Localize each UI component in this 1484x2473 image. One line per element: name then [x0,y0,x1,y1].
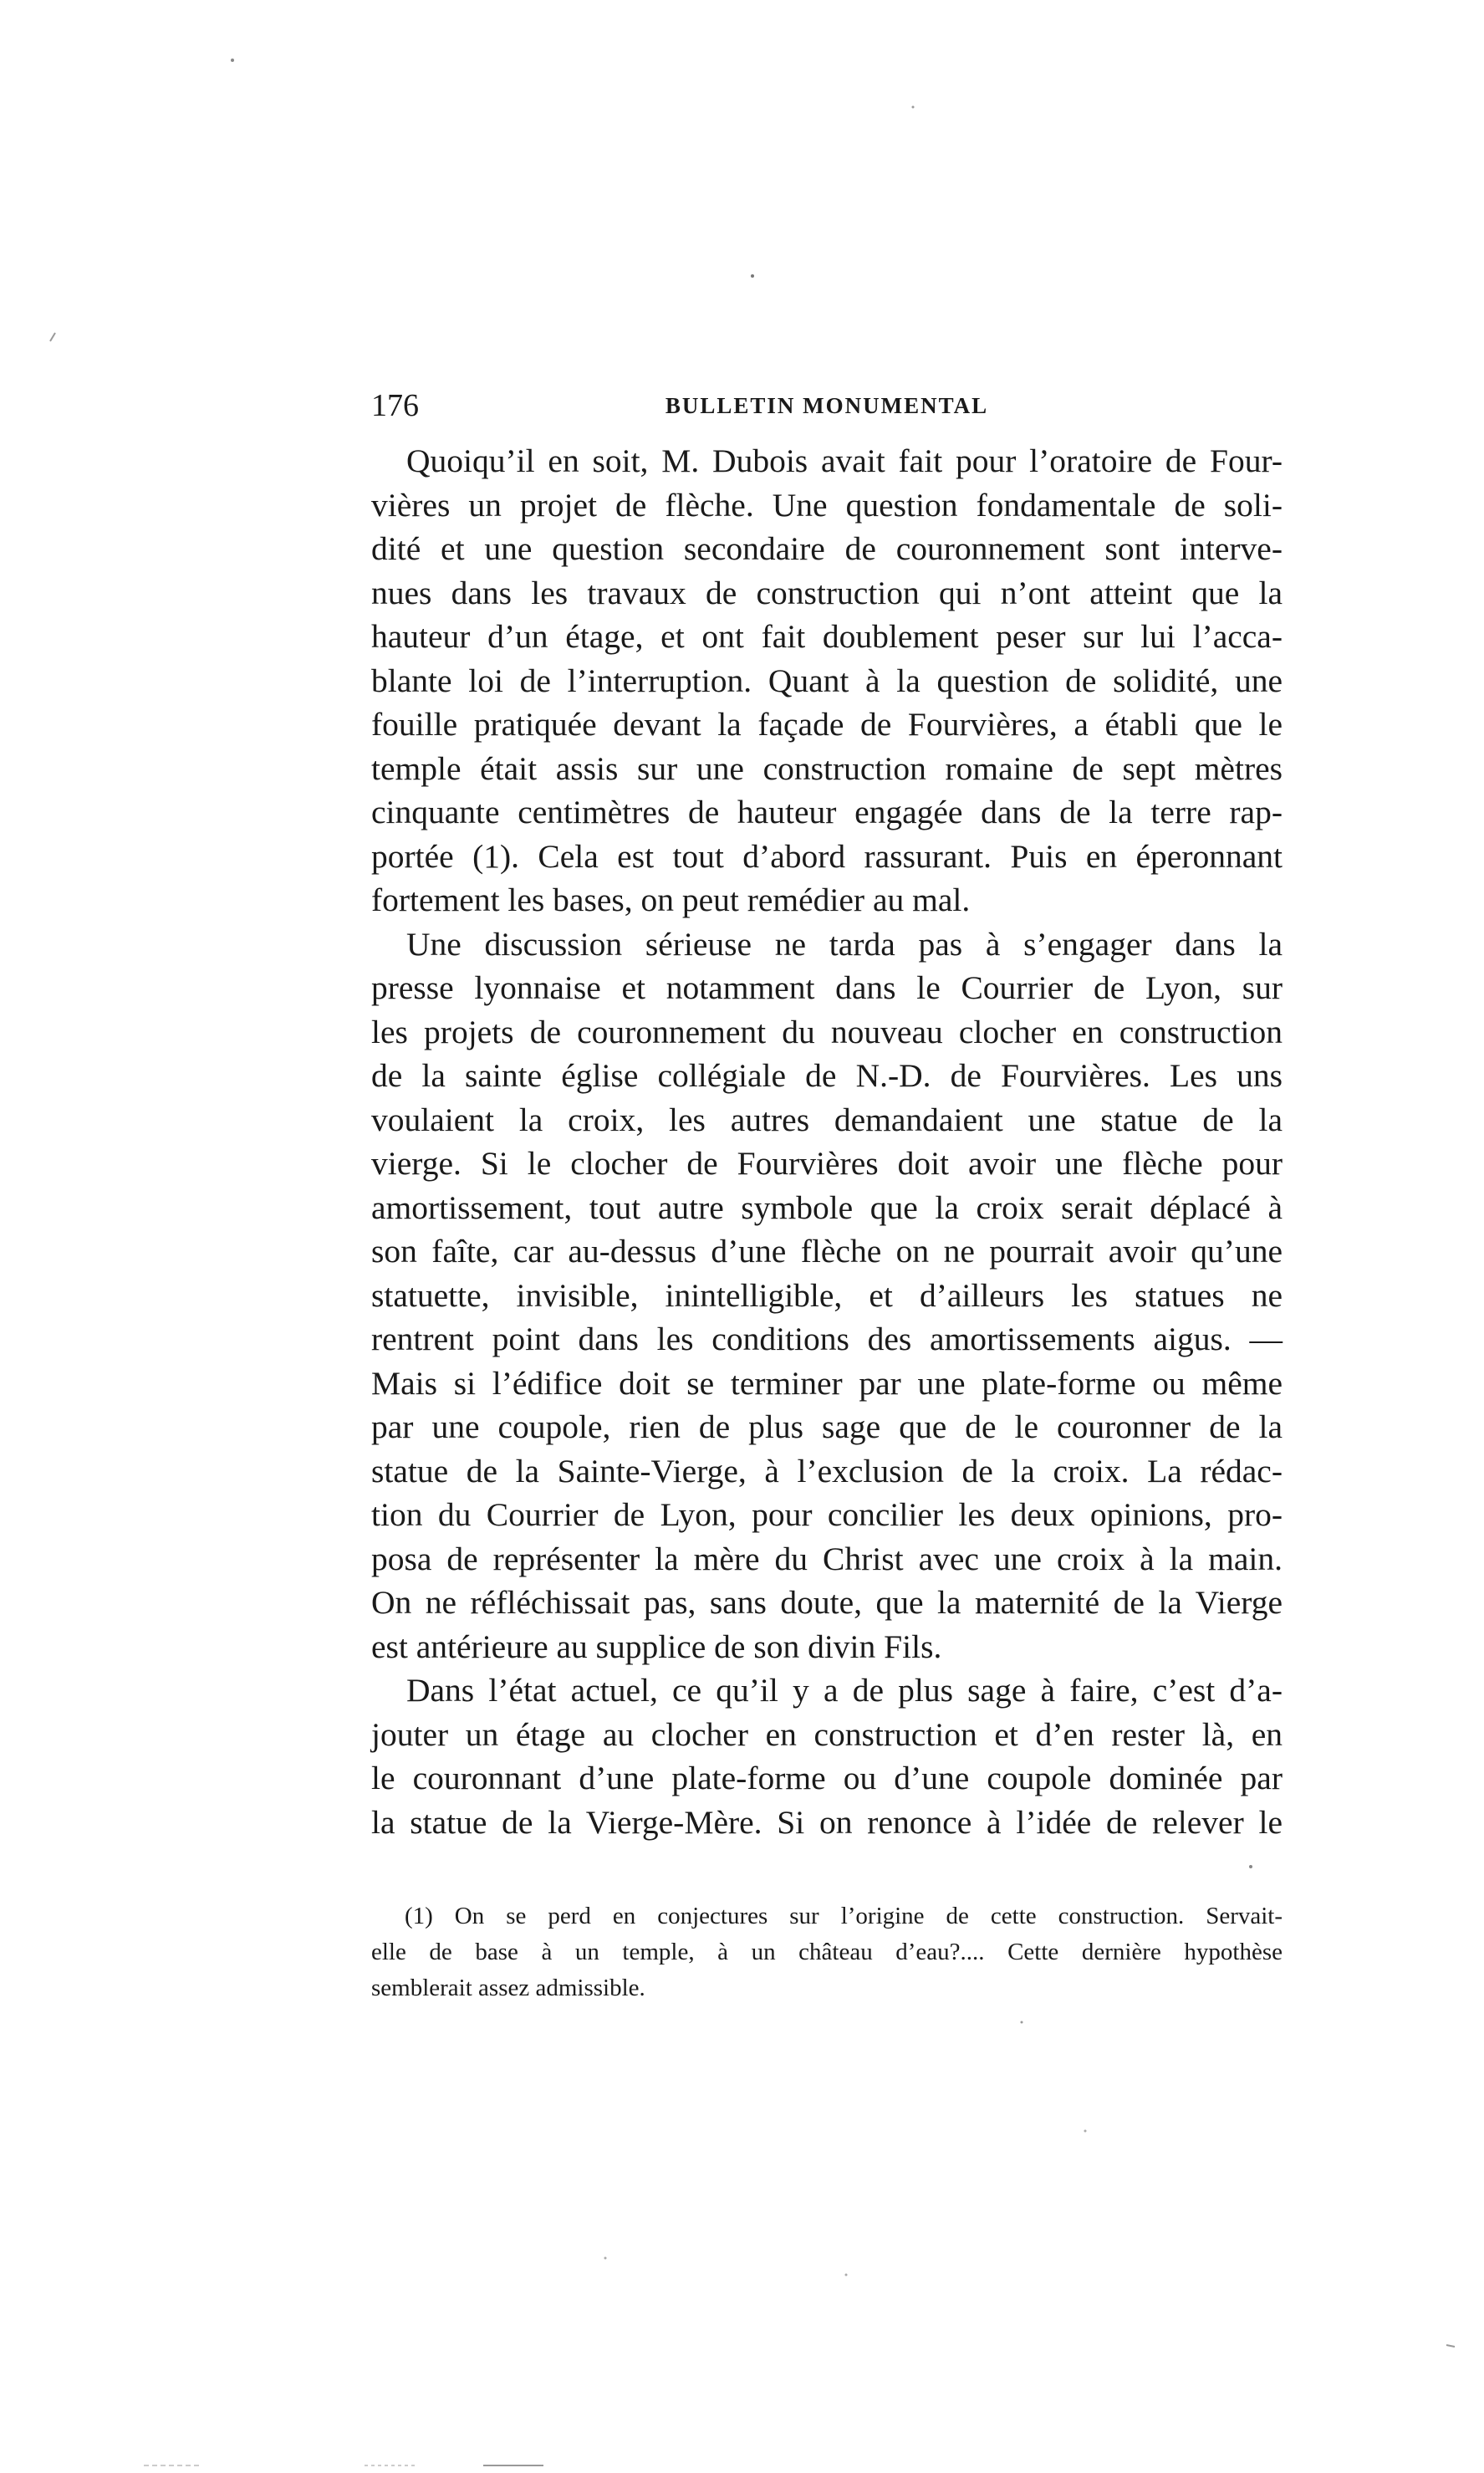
text-line: portée (1). Cela est tout d’abord rassurant. Puis en éperonnant [371,837,1283,875]
running-head [371,381,1283,431]
paragraph-2 [371,922,1283,1669]
footnote-line: elle de base à un temple, à un château d’eau?.... Cette dernière hypothèse [371,1939,1283,1965]
text-line: presse lyonnaise et notamment dans le Courrier de Lyon, sur [371,969,1283,1006]
text-line: On ne réfléchissait pas, sans doute, que la maternité de la Vierge [371,1584,1283,1621]
text-line: les projets de couronnement du nouveau clocher en construction [371,1013,1283,1050]
text-line: voulaient la croix, les autres demandaient une statue de la [371,1101,1283,1138]
paragraph-3 [371,1668,1283,1844]
text-line: le couronnant d’une plate-forme ou d’une coupole dominée par [371,1760,1283,1796]
footnote [371,1898,1283,2006]
body-text [371,439,1283,1844]
text-line: jouter un étage au clocher en construction et d’en rester là, en [371,1715,1283,1753]
text-line: nues dans les travaux de construction qui n’ont atteint que la [371,574,1283,611]
paragraph-1 [371,439,1283,922]
text-line: hauteur d’un étage, et ont fait doublement peser sur lui l’acca- [371,618,1283,655]
text-line: Mais si l’édifice doit se terminer par une plate-forme ou même [371,1364,1283,1402]
text-line: la statue de la Vierge-Mère. Si on renonce à l’idée de relever le [371,1803,1283,1841]
text-line: temple était assis sur une construction romaine de sept mètres [371,749,1283,787]
text-line: Dans l’état actuel, ce qu’il y a de plus sage à faire, c’est d’a- [406,1672,1283,1709]
text-line: posa de représenter la mère du Christ avec une croix à la main. [371,1540,1283,1577]
text-line: blante loi de l’interruption. Quant à la question de solidité, une [371,662,1283,699]
text-line: dité et une question secondaire de couronnement sont interve- [371,530,1283,567]
text-line: Quoiqu’il en soit, M. Dubois avait fait pour l’oratoire de Four- [406,442,1283,479]
text-line: amortissement, tout autre symbole que la croix serait déplacé à [371,1188,1283,1226]
text-line: Une discussion sérieuse ne tarda pas à s’engager dans la [406,925,1283,963]
footnote-line: (1) On se perd en conjectures sur l’origine de cette construction. Servait- [405,1903,1283,1929]
text-line: vierge. Si le clocher de Fourvières doit avoir une flèche pour [371,1145,1283,1182]
text-line: cinquante centimètres de hauteur engagée dans de la terre rap- [371,794,1283,830]
text-line: par une coupole, rien de plus sage que de le couronner de la [371,1408,1283,1445]
text-line: rentrent point dans les conditions des amortissements aigus. — [371,1321,1283,1357]
text-line: tion du Courrier de Lyon, pour concilier les deux opinions, pro- [371,1496,1283,1533]
text-line: vières un projet de flèche. Une question fondamentale de soli- [371,486,1283,524]
text-line: son faîte, car au-dessus d’une flèche on ne pourrait avoir qu’une [371,1233,1283,1270]
text-line: statue de la Sainte-Vierge, à l’exclusion de la croix. La rédac- [371,1452,1283,1489]
footnote-line: semblerait assez admissible. [371,1975,645,2001]
text-line: est antérieure au supplice de son divin Fils. [371,1627,942,1665]
text-line: fortement les bases, on peut remédier au mal. [371,881,971,918]
running-title: BULLETIN MONUMENTAL [665,393,989,418]
text-line: fouille pratiquée devant la façade de Fourvières, a établi que le [371,706,1283,743]
text-line: de la sainte église collégiale de N.-D. de Fourvières. Les uns [371,1057,1283,1094]
page-number: 176 [371,388,419,423]
text-line: statuette, invisible, inintelligible, et d’ailleurs les statues ne [371,1276,1283,1314]
